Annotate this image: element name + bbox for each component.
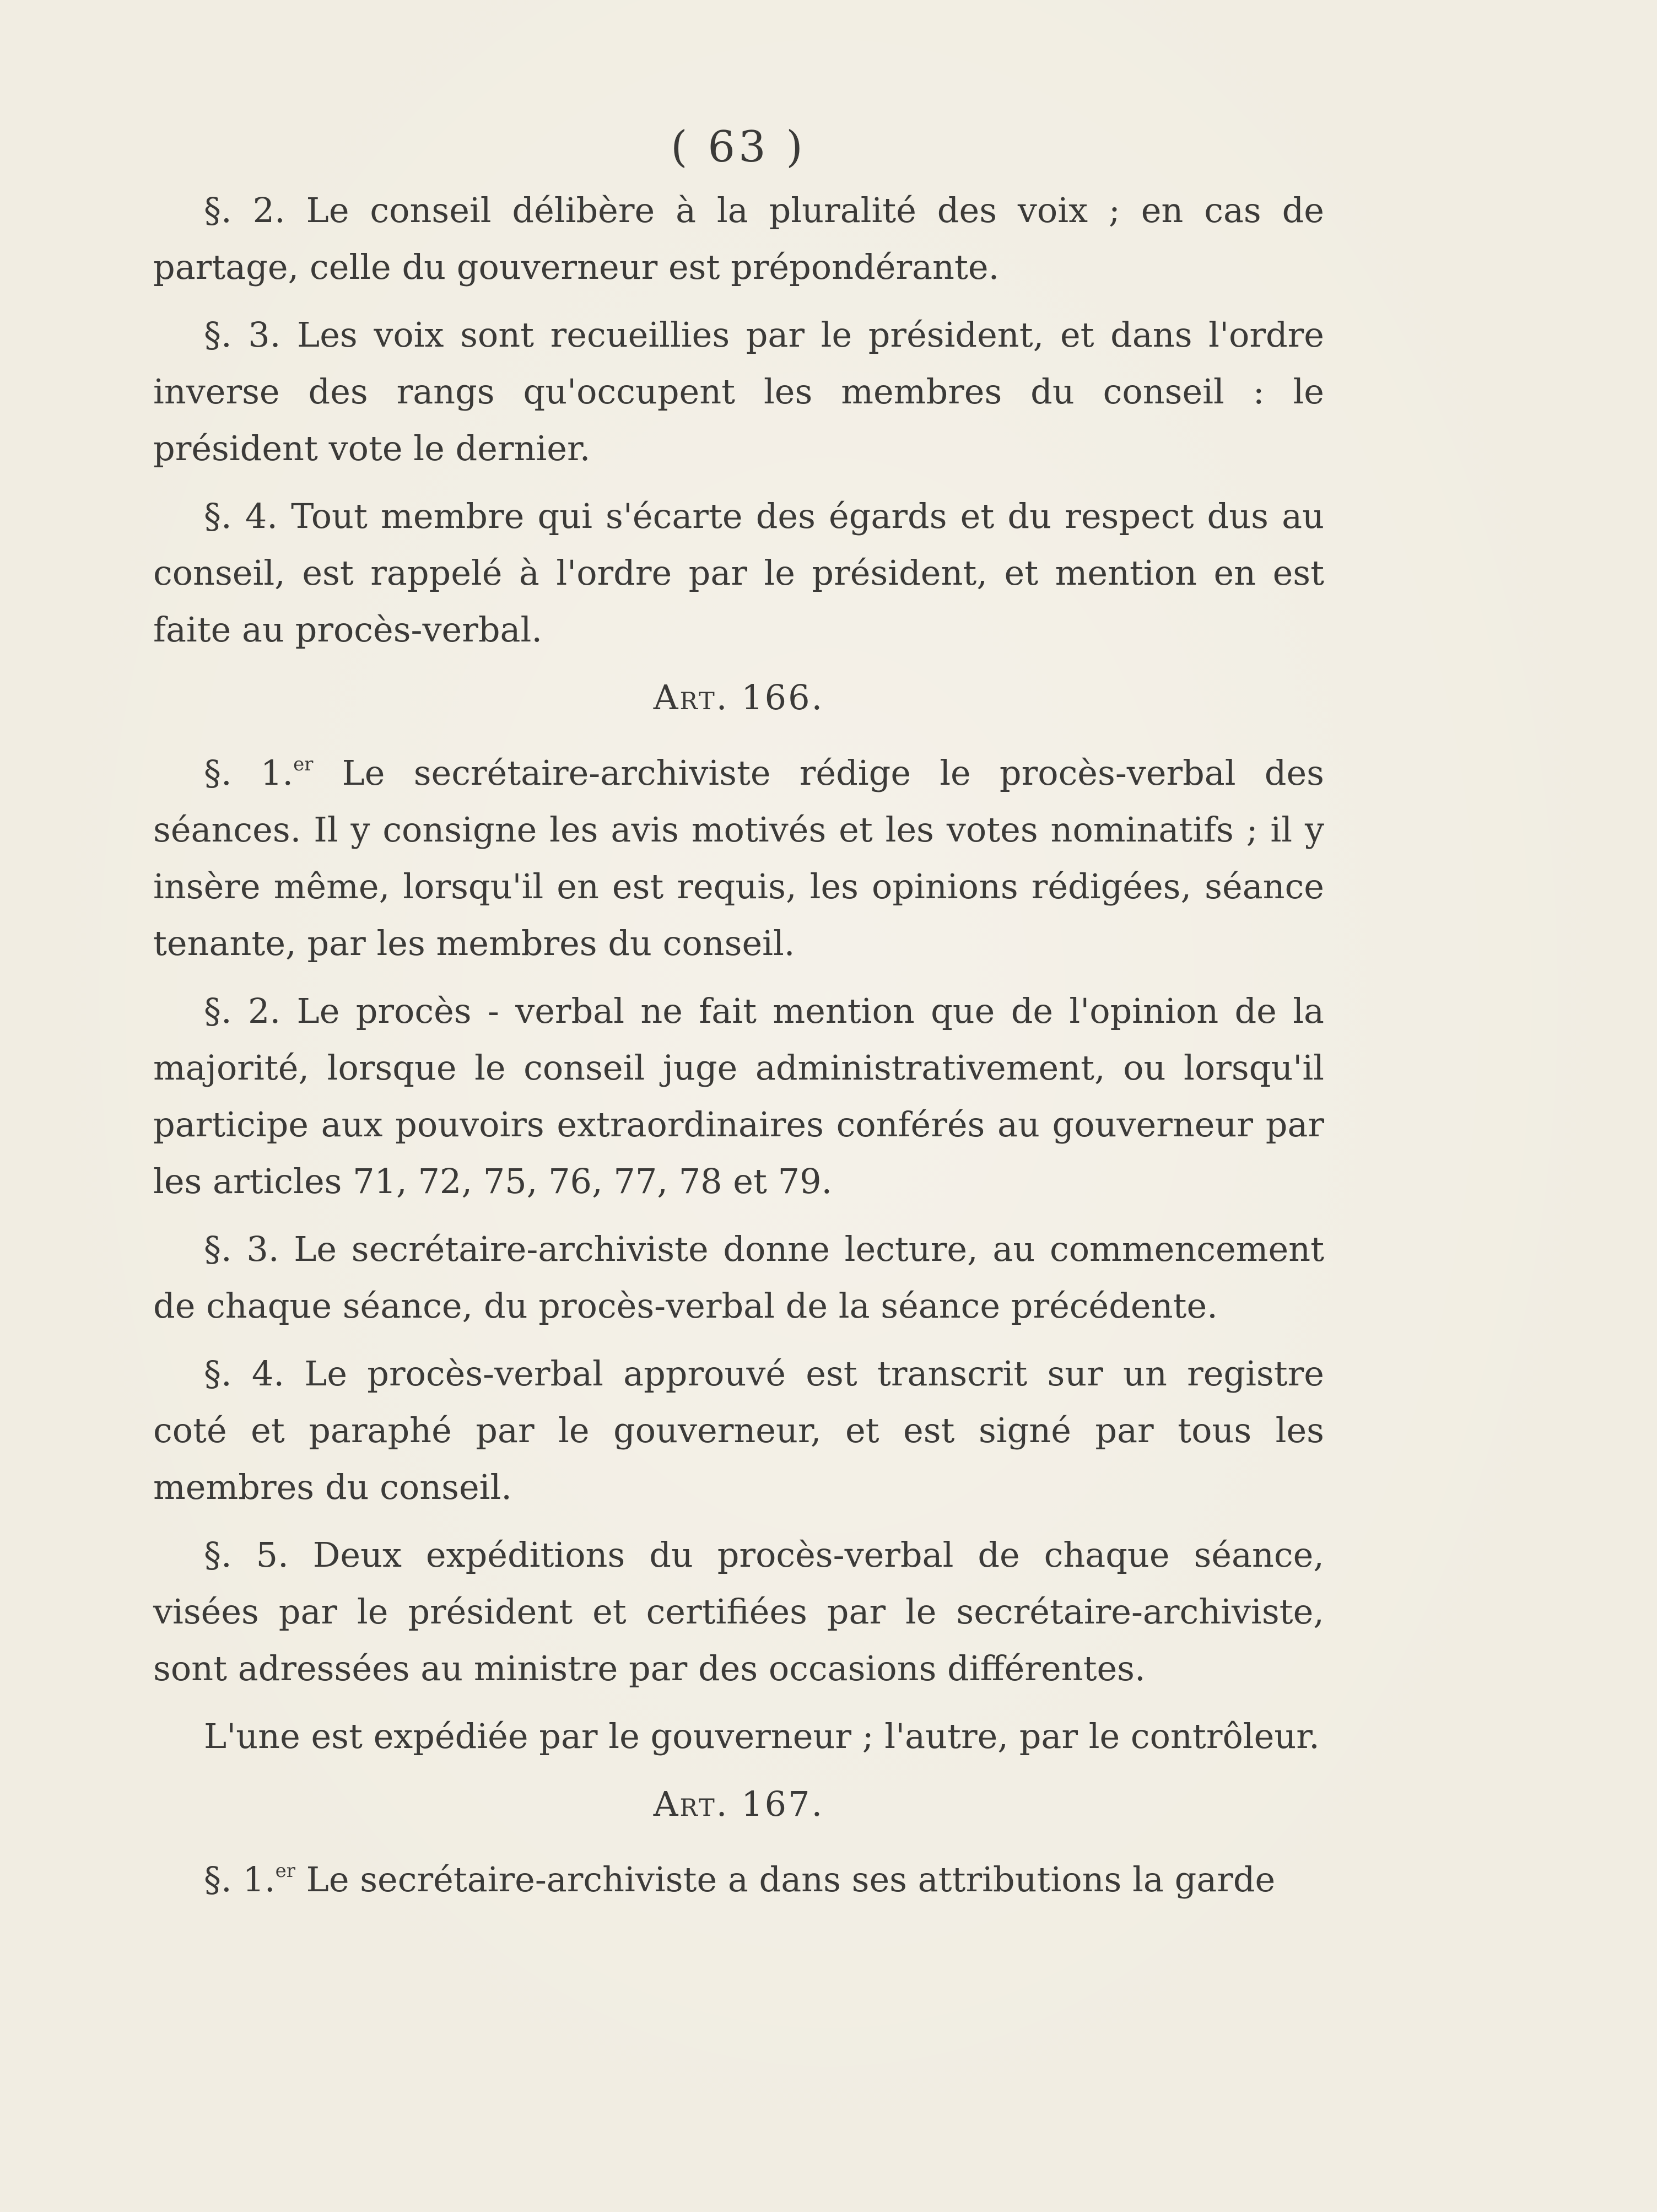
paragraph: §. 2. Le conseil délibère à la pluralité des voix ; en cas de partage, celle du gouverneur est prépondérante. [153, 190, 1324, 287]
article-heading: Art. 167. [653, 1784, 824, 1824]
article-heading: Art. 166. [653, 677, 824, 717]
paragraph: §. 4. Tout membre qui s'écarte des égards et du respect dus au conseil, est rappelé à l'ordre par le président, et mention en est faite au procès-verbal. [153, 496, 1324, 650]
section-number: §. 1. [204, 753, 294, 793]
paragraph [153, 744, 1324, 972]
paragraph-text: Le secrétaire-archiviste a dans ses attributions la garde [295, 1859, 1276, 1900]
ordinal-superscript: er [293, 753, 314, 775]
section-number: §. 1. [204, 1859, 276, 1900]
paragraph: L'une est expédiée par le gouverneur ; l'autre, par le contrôleur. [204, 1716, 1320, 1756]
paragraph-text: Le secrétaire-archiviste rédige le procès-verbal des séances. Il y consigne les avis motivés et les votes nominatifs ; il y insère même, lorsqu'il en est requis, les opinions rédigées, séance tenante, par les membres du conseil. [153, 753, 1324, 963]
body-text [153, 182, 1324, 1919]
page-number: ( 63 ) [671, 122, 806, 172]
ordinal-superscript: er [275, 1860, 295, 1882]
paragraph: §. 2. Le procès - verbal ne fait mention que de l'opinion de la majorité, lorsque le conseil juge administrativement, ou lorsqu'il participe aux pouvoirs extraordinaires conférés au gouverneur par les articles 71, 72, 75, 76, 77, 78 et 79. [153, 991, 1324, 1201]
paragraph: §. 5. Deux expéditions du procès-verbal de chaque séance, visées par le président et certifiées par le secrétaire-archiviste, sont adressées au ministre par des occasions différentes. [153, 1535, 1324, 1688]
paragraph: §. 3. Le secrétaire-archiviste donne lecture, au commencement de chaque séance, du procès-verbal de la séance précédente. [153, 1229, 1324, 1326]
paragraph: §. 3. Les voix sont recueillies par le président, et dans l'ordre inverse des rangs qu'occupent les membres du conseil : le président vote le dernier. [153, 315, 1324, 468]
paragraph [153, 1851, 1324, 1908]
paragraph: §. 4. Le procès-verbal approuvé est transcrit sur un registre coté et paraphé par le gouverneur, et est signé par tous les membres du conseil. [153, 1353, 1324, 1507]
